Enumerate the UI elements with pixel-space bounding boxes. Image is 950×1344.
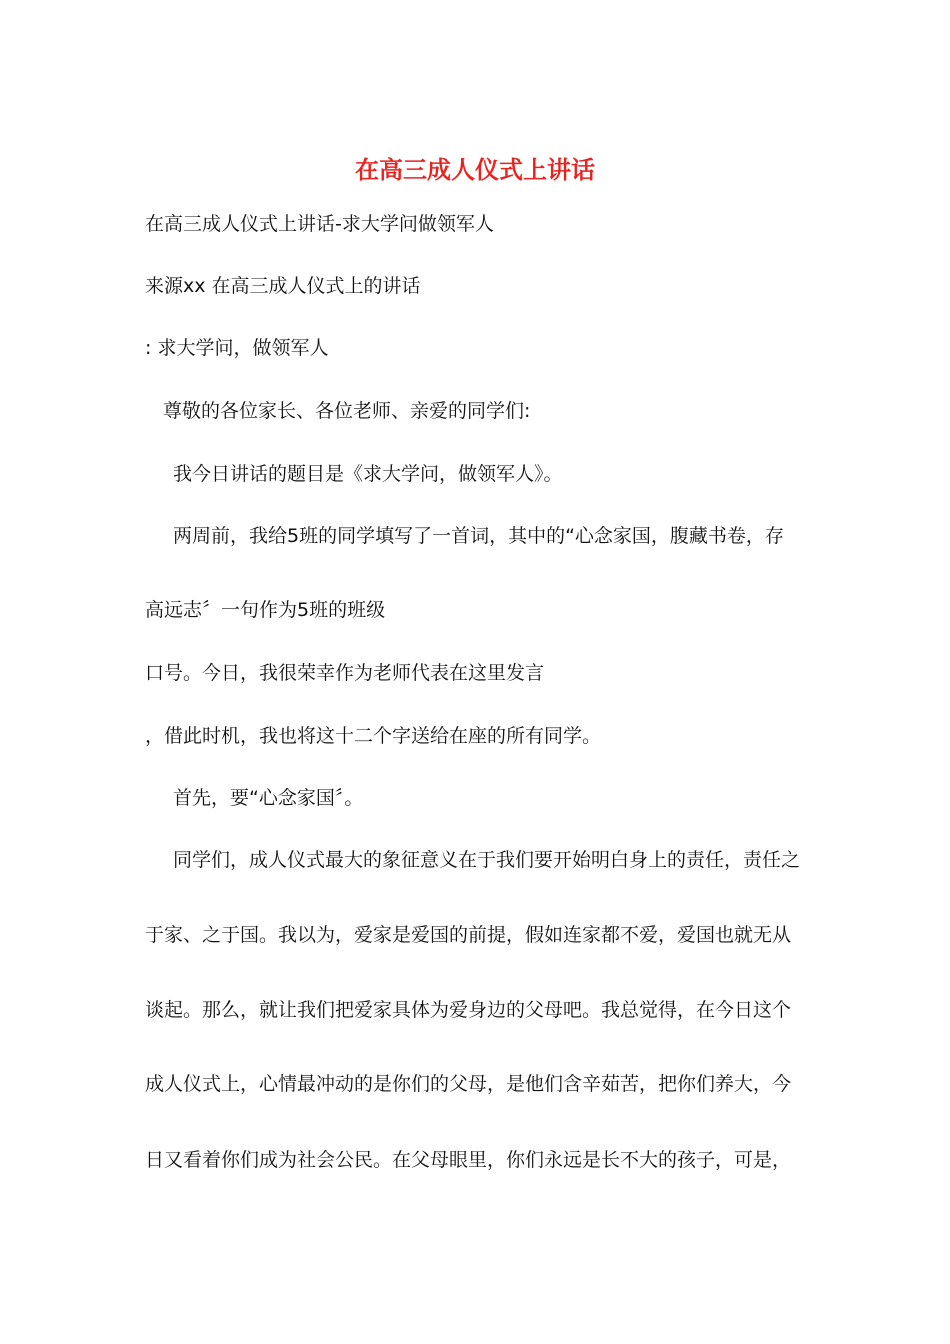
paragraph-line: 两周前，我给5班的同学填写了一首词，其中的“心念家国，腹藏书卷，存	[173, 525, 784, 547]
paragraph-line: 于家、之于国。我以为，爱家是爱国的前提，假如连家都不爱，爱国也就无从	[145, 924, 792, 946]
paragraph-line: 成人仪式上，心情最冲动的是你们的父母，是他们含辛茹苦，把你们养大，今	[145, 1073, 792, 1095]
paragraph-line: 我今日讲话的题目是《求大学问，做领军人》。	[173, 463, 563, 485]
source-line: 来源xx 在高三成人仪式上的讲话	[145, 275, 421, 297]
document-title: 在高三成人仪式上讲话	[355, 155, 595, 184]
paragraph-line: 同学们，成人仪式最大的象征意义在于我们要开始明白身上的责任，责任之	[173, 849, 801, 871]
paragraph-line: 日又看着你们成为社会公民。在父母眼里，你们永远是长不大的孩子，可是，	[145, 1149, 792, 1171]
salutation-line: 尊敬的各位家长、各位老师、亲爱的同学们:	[163, 400, 531, 422]
paragraph-line: 首先，要“心念家国〞。	[173, 787, 364, 809]
subtitle-line: 在高三成人仪式上讲话-求大学问做领军人	[145, 213, 494, 235]
paragraph-line: 高远志〞一句作为5班的班级	[145, 599, 386, 621]
paragraph-line: 谈起。那么，就让我们把爱家具体为爱身边的父母吧。我总觉得，在今日这个	[145, 999, 792, 1021]
paragraph-line: ，借此时机，我也将这十二个字送给在座的所有同学。	[145, 725, 602, 747]
speech-title-line: : 求大学问，做领军人	[145, 337, 329, 359]
paragraph-line: 口号。今日，我很荣幸作为老师代表在这里发言	[145, 662, 545, 684]
